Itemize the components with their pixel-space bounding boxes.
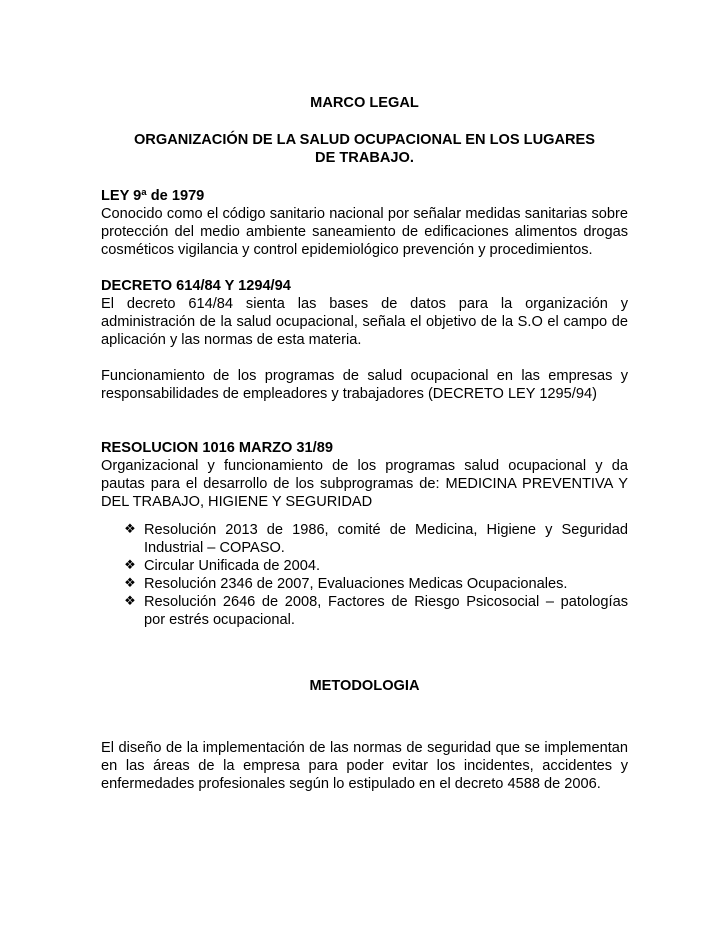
diamond-bullet-icon: ❖ <box>124 576 136 591</box>
list-item-text: Circular Unificada de 2004. <box>144 558 321 574</box>
list-item-text: Resolución 2346 de 2007, Evaluaciones Medicas Ocupacionales. <box>144 576 568 592</box>
section-decreto-614 <box>101 277 628 349</box>
regulations-list <box>101 521 628 629</box>
section-body: El decreto 614/84 sienta las bases de datos para la organización y administración de la salud ocupacional, señala el objetivo de la S.O el campo de aplicación y las normas de esta materia. <box>101 296 628 348</box>
section-funcionamiento <box>101 367 628 403</box>
section-ley-9 <box>101 187 628 259</box>
list-item <box>123 521 628 557</box>
section-heading: LEY 9ª de 1979 <box>101 188 205 204</box>
document-subtitle: ORGANIZACIÓN DE LA SALUD OCUPACIONAL EN LOS LUGARES DE TRABAJO. <box>133 132 596 166</box>
section-heading: RESOLUCION 1016 MARZO 31/89 <box>101 440 333 456</box>
diamond-bullet-icon: ❖ <box>124 594 136 609</box>
section-body: Organizacional y funcionamiento de los programas salud ocupacional y da pautas para el desarrollo de los subprogramas de: MEDICINA PREVENTIVA Y DEL TRABAJO, HIGIENE Y SEGURIDAD <box>101 458 628 510</box>
list-item <box>123 557 628 575</box>
list-item <box>123 575 628 593</box>
methodology-heading: METODOLOGIA <box>309 678 420 694</box>
list-item <box>123 593 628 629</box>
methodology-body: El diseño de la implementación de las normas de seguridad que se implementan en las áreas de la empresa para poder evitar los incidentes, accidentes y enfermedades profesionales según lo estipulado en el decreto 4588 de 2006. <box>101 740 628 792</box>
section-body: Conocido como el código sanitario nacional por señalar medidas sanitarias sobre protección del medio ambiente saneamiento de edificaciones alimentos drogas cosméticos vigilancia y control epidemiológico prevención y procedimientos. <box>101 206 628 258</box>
list-item-text: Resolución 2646 de 2008, Factores de Riesgo Psicosocial – patologías por estrés ocupacional. <box>144 594 628 628</box>
section-heading: DECRETO 614/84 Y 1294/94 <box>101 278 291 294</box>
document-title: MARCO LEGAL <box>310 95 419 111</box>
section-body: Funcionamiento de los programas de salud ocupacional en las empresas y responsabilidades de empleadores y trabajadores (DECRETO LEY 1295/94) <box>101 368 628 402</box>
section-resolucion-1016 <box>101 439 628 629</box>
document-page <box>101 94 628 793</box>
diamond-bullet-icon: ❖ <box>124 522 136 537</box>
diamond-bullet-icon: ❖ <box>124 558 136 573</box>
list-item-text: Resolución 2013 de 1986, comité de Medicina, Higiene y Seguridad Industrial – COPASO. <box>144 522 628 556</box>
